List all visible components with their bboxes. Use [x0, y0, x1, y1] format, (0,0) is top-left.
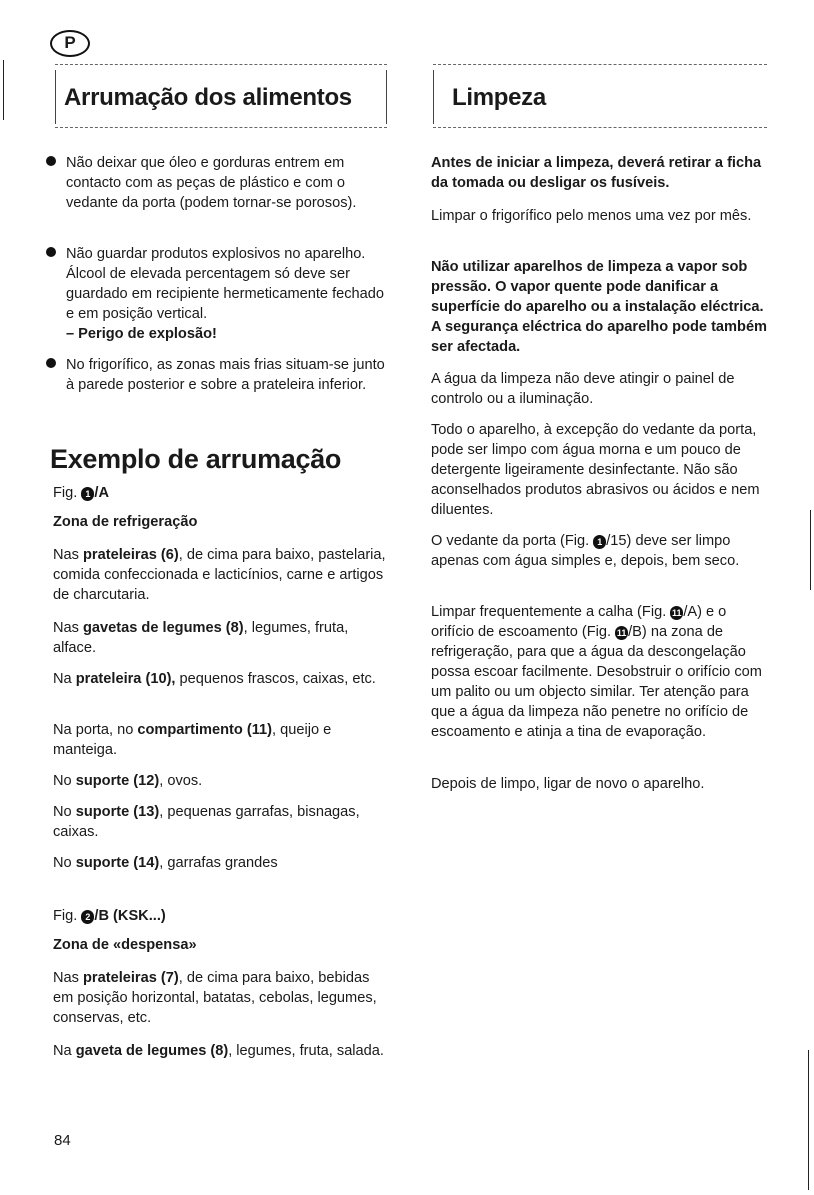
scan-edge-line [808, 1050, 809, 1190]
right-box-left-border [433, 70, 434, 124]
zone-heading-refrigeracao: Zona de refrigeração [53, 514, 198, 530]
right-box-top-border [433, 64, 767, 65]
paragraph: A água da limpeza não deve atingir o painel de controlo ou a iluminação. [431, 371, 735, 407]
left-box-bottom-border [55, 127, 387, 128]
figure-number-badge: 1 [81, 487, 94, 501]
bullet-text: No frigorífico, as zonas mais frias situam-se junto à parede posterior e sobre a prateleira inferior. [66, 357, 385, 393]
explosion-warning: – Perigo de explosão! [66, 326, 217, 342]
figure-reference: Fig. 2 /B (KSK...) [53, 908, 166, 924]
storage-item: Nas gavetas de legumes (8), legumes, fruta, alface. [53, 620, 349, 656]
section-heading-exemplo: Exemplo de arrumação [50, 444, 342, 474]
bullet-item [66, 355, 390, 395]
figure-number-badge: 2 [81, 910, 94, 924]
paragraph: O vedante da porta (Fig. 1 /15) deve ser limpo apenas com água simples e, depois, bem seco. [431, 533, 740, 569]
page-number: 84 [54, 1132, 71, 1149]
left-box-right-border [386, 70, 387, 124]
bullet-dot-icon [46, 156, 56, 166]
zone-heading-despensa: Zona de «despensa» [53, 937, 197, 953]
language-badge: P [50, 30, 90, 57]
section-title-arrumacao: Arrumação dos alimentos [64, 84, 352, 111]
scan-edge-line [810, 510, 811, 590]
storage-item: No suporte (12), ovos. [53, 773, 203, 789]
warning-steam: Não utilizar aparelhos de limpeza a vapor sob pressão. O vapor quente pode danificar a superfície do aparelho ou a instalação eléctrica. A segurança eléctrica do aparelho pode também ser afectada. [431, 259, 768, 355]
left-box-top-border [55, 64, 387, 65]
storage-item: Na prateleira (10), pequenos frascos, caixas, etc. [53, 671, 376, 687]
storage-item: Na gaveta de legumes (8), legumes, fruta, salada. [53, 1043, 384, 1059]
storage-item: Nas prateleiras (6), de cima para baixo, pastelaria, comida confeccionada e lacticínios, carne e artigos de charcutaria. [53, 547, 386, 603]
bullet-text: Não guardar produtos explosivos no aparelho. Álcool de elevada percentagem só deve ser guardado em recipiente hermeticamente fechado e em posição vertical. [66, 246, 385, 322]
bullet-text: Não deixar que óleo e gorduras entrem em contacto com as peças de plástico e com o vedante da porta (podem tornar-se porosos). [66, 155, 357, 211]
paragraph: Limpar frequentemente a calha (Fig. 11 /A) e o orifício de escoamento (Fig. 11 /B) na zona de refrigeração, para que a água da descongelação possa escoar facilmente. Desobstruir o orifício com um palito ou um objecto similar. Ter atenção para que a água da limpeza não penetre no orifício de escoamento e atinja a tina de evaporação. [431, 604, 762, 740]
paragraph: Depois de limpo, ligar de novo o aparelho. [431, 776, 705, 792]
warning-unplug: Antes de iniciar a limpeza, deverá retirar a ficha da tomada ou desligar os fusíveis. [431, 155, 762, 191]
bullet-item [66, 153, 390, 213]
figure-number-badge: 1 [593, 535, 606, 549]
bullet-item [66, 244, 390, 344]
figure-number-badge: 11 [616, 628, 627, 638]
storage-item: Nas prateleiras (7), de cima para baixo, bebidas em posição horizontal, batatas, cebolas, legumes, conservas, etc. [53, 970, 377, 1026]
figure-reference: Fig. 1 /A [53, 485, 109, 501]
bullet-dot-icon [46, 247, 56, 257]
left-box-left-border [55, 70, 56, 124]
paragraph: Todo o aparelho, à excepção do vedante da porta, pode ser limpo com água morna e um pouco de detergente ligeiramente desinfectante. Não são aconselhados produtos abrasivos ou ácidos e nem diluentes. [431, 422, 760, 518]
scan-edge-line [3, 60, 4, 120]
right-box-bottom-border [433, 127, 767, 128]
storage-item: No suporte (13), pequenas garrafas, bisnagas, caixas. [53, 804, 360, 840]
bullet-dot-icon [46, 358, 56, 368]
section-title-limpeza: Limpeza [452, 84, 546, 111]
storage-item: No suporte (14), garrafas grandes [53, 855, 278, 871]
paragraph: Limpar o frigorífico pelo menos uma vez por mês. [431, 208, 752, 224]
figure-number-badge: 11 [672, 608, 682, 618]
storage-item: Na porta, no compartimento (11), queijo e manteiga. [53, 722, 332, 758]
